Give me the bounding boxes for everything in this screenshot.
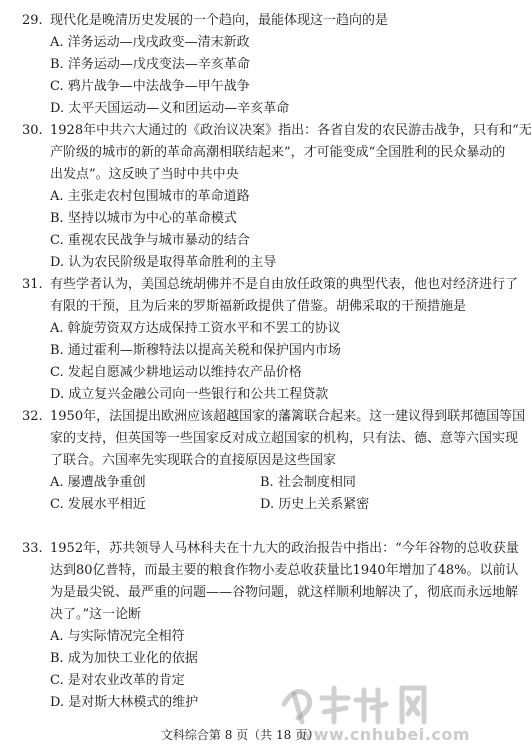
question-30 [22,120,532,274]
option-c[interactable]: C. 鸦片战争—中法战争—甲午战争 [50,79,250,94]
question-stem: 现代化是晚清历史发展的一个趋向，最能体现这一趋向的是 [50,13,389,28]
page-footer: 文科综合第 8 页（共 18 页） [160,728,320,742]
question-31 [22,274,519,406]
option-c[interactable]: C. 是对农业改革的肯定 [50,673,185,688]
option-b[interactable]: B. 成为加快工业化的依据 [50,651,198,666]
option-a[interactable]: A. 主张走农村包围城市的革命道路 [50,189,250,204]
option-b[interactable]: B. 社会制度相同 [260,475,356,490]
option-c[interactable]: C. 发起自愿减少耕地运动以维持农产品价格 [50,365,302,380]
question-29 [22,10,468,120]
option-a[interactable]: A. 屡遭战争重创 [50,475,146,490]
option-d[interactable]: D. 认为农民阶级是取得革命胜利的主导 [50,255,277,270]
option-b[interactable]: B. 洋务运动—戊戌变法—辛亥革命 [50,57,250,72]
question-stem: 产阶级的城市的新的革命高潮相联结起来”，才可能变成“全国胜利的民众暴动的 [50,145,506,160]
question-number: 31. [22,277,43,292]
option-a[interactable]: A. 洋务运动—戊戌政变—清末新政 [50,35,250,50]
question-stem: 达到80亿普特，而最主要的粮食作物小麦总收获量比1940年增加了48%。以前认 [50,563,519,578]
option-a[interactable]: A. 与实际情况完全相符 [50,629,185,644]
question-33 [22,538,519,714]
option-d[interactable]: D. 成立复兴金融公司向一些银行和公共工程贷款 [50,387,329,402]
question-stem: 为是最尖锐、最严重的问题——谷物问题，就这样顺利地解决了，彻底而永远地解 [50,585,519,600]
option-c[interactable]: C. 重视农民战争与城市暴动的结合 [50,233,250,248]
question-number: 30. [22,123,43,138]
option-d[interactable]: D. 历史上关系紧密 [260,497,370,512]
question-stem: 出发点”。这反映了当时中共中央 [50,167,239,182]
option-d[interactable]: D. 是对斯大林模式的维护 [50,695,199,710]
question-stem: 1928年中共六大通过的《政治议决案》指出：各省自发的农民游击战争，只有和“无 [50,123,532,138]
question-stem: 家的支持，但英国等一些国家反对成立超国家的机构，只有法、德、意等六国实现 [50,431,519,446]
question-stem: 了联合。六国率先实现联合的直接原因是这些国家 [50,453,337,468]
question-stem: 1952年，苏共领导人马林科夫在十九大的政治报告中指出：“今年谷物的总收获量 [50,541,519,556]
watermark-url: www.cnhubei.com [298,725,470,744]
option-a[interactable]: A. 斡旋劳资双方达成保持工资水平和不罢工的协议 [50,321,341,336]
question-number: 29. [22,13,43,28]
option-b[interactable]: B. 通过霍利—斯穆特法以提高关税和保护国内市场 [50,343,341,358]
option-c[interactable]: C. 发展水平相近 [50,497,146,512]
question-number: 33. [22,541,43,556]
option-d[interactable]: D. 太平天国运动—义和团运动—辛亥革命 [50,101,290,116]
question-stem: 决了。”这一论断 [50,607,142,622]
question-32 [22,406,526,516]
option-b[interactable]: B. 坚持以城市为中心的革命模式 [50,211,237,226]
question-stem: 1950年，法国提出欧洲应该超越国家的藩篱联合起来。这一建议得到联邦德国等国 [50,409,526,424]
question-stem: 有些学者认为，美国总统胡佛并不是自由放任政策的典型代表，他也对经济进行了 [50,277,519,292]
question-number: 32. [22,409,43,424]
question-stem: 有限的干预，且为后来的罗斯福新政提供了借鉴。胡佛采取的干预措施是 [50,299,467,314]
